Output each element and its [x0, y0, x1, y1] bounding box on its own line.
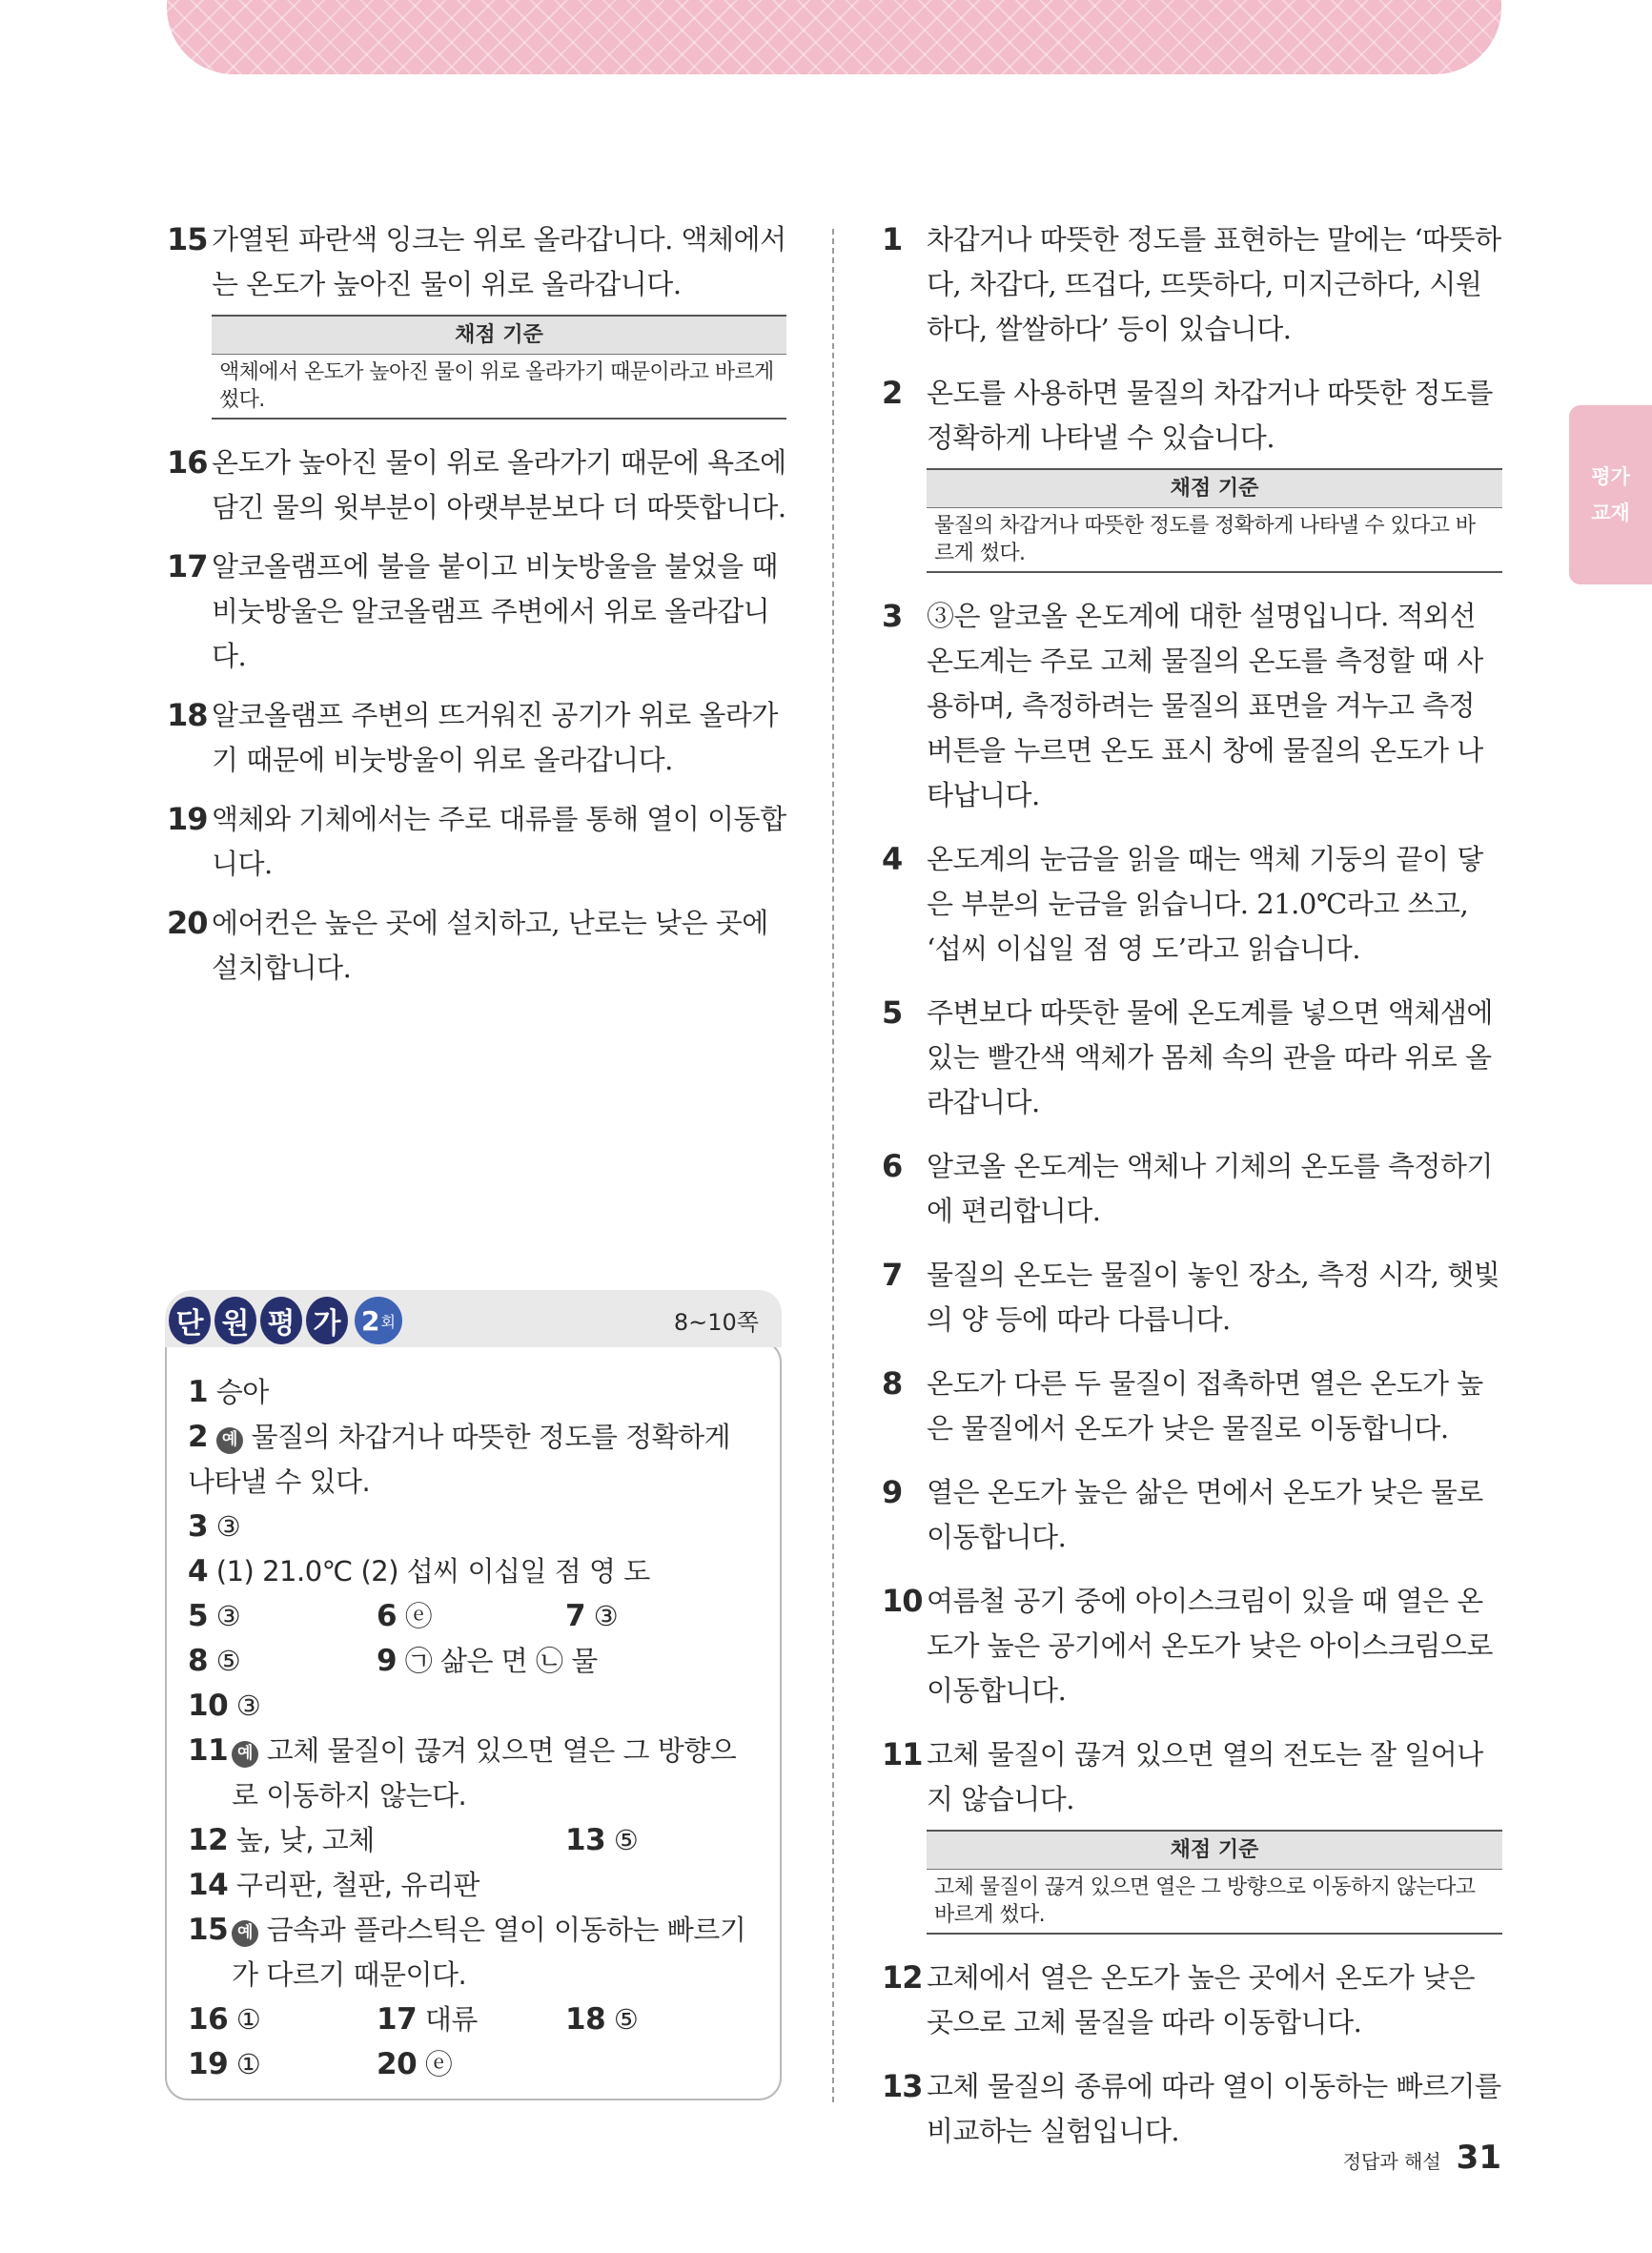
answer-text: 금속과 플라스틱은 열이 이동하는 빠르기가 다르기 때문이다.	[232, 1914, 746, 1991]
answer-item	[565, 1594, 618, 1639]
item-number: 6	[882, 1148, 903, 1184]
title-char: 단	[169, 1297, 211, 1344]
side-tab-evaluation[interactable]	[1569, 405, 1652, 584]
answer-number: 19	[188, 2047, 229, 2081]
answer-row	[188, 1639, 760, 1684]
explanation-item	[879, 1579, 1502, 1713]
criteria-body: 물질의 차갑거나 따뜻한 정도를 정확하게 나타낼 수 있다고 바르게 썼다.	[934, 514, 1476, 565]
answer-item	[188, 1684, 760, 1729]
answer-item	[188, 1908, 760, 1997]
answer-text: ⑤	[215, 1645, 241, 1677]
answer-text: (1) 21.0℃ (2) 섭씨 이십일 점 영 도	[215, 1555, 650, 1587]
item-text: 물질의 온도는 물질이 놓인 장소, 측정 시각, 햇빛의 양 등에 따라 다릅니다.	[927, 1259, 1500, 1336]
item-number: 5	[882, 994, 903, 1031]
item-number: 7	[882, 1257, 903, 1293]
answer-item	[188, 1818, 565, 1863]
answer-item	[188, 1415, 760, 1505]
title-char: 원	[214, 1297, 256, 1344]
answer-text: ⓔ	[424, 2048, 453, 2080]
item-text: 알코올램프에 불을 붙이고 비눗방울을 불었을 때 비눗방울은 알코올램프 주변에서 위로 올라갑니다.	[212, 550, 778, 672]
explanation-item	[879, 371, 1502, 461]
item-number: 1	[882, 221, 903, 257]
answer-text: 고체 물질이 끊겨 있으면 열은 그 방향으로 이동하지 않는다.	[232, 1734, 737, 1812]
item-number: 8	[882, 1365, 903, 1402]
answer-number: 18	[565, 2002, 606, 2037]
criteria-header: 채점 기준	[212, 317, 786, 355]
item-text: 온도가 높아진 물이 위로 올라가기 때문에 욕조에 담긴 물의 윗부분이 아랫부분보다 더 따뜻합니다.	[212, 446, 786, 523]
criteria-body: 고체 물질이 끊겨 있으면 열은 그 방향으로 이동하지 않는다고 바르게 썼다.	[934, 1875, 1476, 1927]
answer-item	[377, 1997, 565, 2042]
answer-number: 4	[188, 1554, 209, 1588]
criteria-header: 채점 기준	[927, 1832, 1502, 1870]
side-tab-label-2: 교재	[1591, 502, 1630, 524]
item-number: 17	[167, 548, 208, 584]
answer-number: 15	[188, 1913, 229, 1947]
answer-text: 대류	[424, 2003, 478, 2036]
answer-item	[188, 1997, 377, 2042]
page-range: 8~10쪽	[673, 1309, 759, 1336]
scoring-criteria	[212, 315, 786, 420]
item-number: 15	[167, 221, 208, 257]
explanation-item	[879, 1144, 1502, 1234]
item-number: 9	[882, 1474, 903, 1510]
answer-item	[188, 1370, 760, 1415]
title-char: 평	[260, 1297, 302, 1344]
item-text: 열은 온도가 높은 삶은 면에서 온도가 낮은 물로 이동합니다.	[927, 1476, 1483, 1553]
answer-text: ①	[235, 2048, 261, 2080]
left-column	[167, 217, 786, 991]
answer-item	[377, 2042, 452, 2087]
page-footer	[1343, 2139, 1501, 2177]
answer-text: ㉠ 삶은 면 ㉡ 물	[404, 1645, 598, 1677]
round-suffix: 회	[380, 1312, 396, 1331]
column-divider	[832, 229, 834, 2102]
item-text: 여름철 공기 중에 아이스크림이 있을 때 열은 온도가 높은 공기에서 온도가 낮은 아이스크림으로 이동합니다.	[927, 1585, 1493, 1707]
item-number: 12	[882, 1959, 923, 1996]
item-number: 18	[167, 697, 208, 733]
item-text: 액체와 기체에서는 주로 대류를 통해 열이 이동합니다.	[212, 803, 786, 880]
explanation-item	[879, 1362, 1502, 1451]
answer-number: 20	[377, 2047, 418, 2081]
side-tab-label-1: 평가	[1591, 465, 1630, 488]
answer-item	[188, 1863, 760, 1908]
answer-number: 5	[188, 1599, 209, 1633]
answer-text: ③	[593, 1600, 619, 1632]
explanation-item	[879, 837, 1502, 972]
answer-number: 10	[188, 1689, 229, 1723]
example-mark-icon: 예	[232, 1920, 258, 1947]
explanation-item	[879, 991, 1502, 1125]
scoring-criteria	[927, 1830, 1502, 1935]
answer-text: ①	[235, 2003, 261, 2036]
title-char: 가	[306, 1297, 348, 1344]
explanation-item	[879, 594, 1502, 818]
answer-text: ⓔ	[404, 1600, 433, 1632]
answer-row	[188, 1594, 760, 1639]
item-text: 차갑거나 따뜻한 정도를 표현하는 말에는 ‘따뜻하다, 차갑다, 뜨겁다, 뜨뜻하다, 미지근하다, 시원하다, 쌀쌀하다’ 등이 있습니다.	[927, 223, 1501, 345]
round-badge	[355, 1297, 402, 1344]
item-text: 가열된 파란색 잉크는 위로 올라갑니다. 액체에서는 온도가 높아진 물이 위로 올라갑니다.	[212, 223, 786, 300]
answer-text: ③	[215, 1510, 241, 1543]
explanation-item	[167, 901, 786, 991]
criteria-header: 채점 기준	[927, 470, 1502, 508]
answer-number: 6	[377, 1599, 398, 1633]
criteria-body: 액체에서 온도가 높아진 물이 위로 올라가기 때문이라고 바르게 썼다.	[219, 360, 774, 412]
example-mark-icon: 예	[232, 1741, 258, 1768]
item-number: 2	[882, 375, 903, 411]
unit-evaluation-box	[165, 1290, 782, 2100]
answer-number: 17	[377, 2002, 418, 2037]
item-text: 온도계의 눈금을 읽을 때는 액체 기둥의 끝이 닿은 부분의 눈금을 읽습니다. 21.0℃라고 쓰고, ‘섭씨 이십일 점 영 도’라고 읽습니다.	[927, 843, 1483, 965]
answer-text: ③	[215, 1600, 241, 1632]
explanation-item	[167, 544, 786, 679]
answer-number: 16	[188, 2002, 229, 2037]
answer-item	[188, 2042, 377, 2087]
answer-number: 14	[188, 1868, 229, 1902]
item-text: 고체에서 열은 온도가 높은 곳에서 온도가 낮은 곳으로 고체 물질을 따라 이동합니다.	[927, 1961, 1476, 2038]
answer-item	[565, 1997, 638, 2042]
explanation-item	[167, 440, 786, 530]
round-number: 2	[361, 1304, 380, 1337]
item-text: 고체 물질이 끊겨 있으면 열의 전도는 잘 일어나지 않습니다.	[927, 1738, 1483, 1815]
unit-evaluation-body	[165, 1340, 782, 2100]
answer-number: 2	[188, 1420, 209, 1454]
top-banner	[167, 0, 1501, 74]
answer-row	[188, 2042, 760, 2087]
explanation-item	[879, 1732, 1502, 1822]
answer-number: 9	[377, 1644, 398, 1678]
example-mark-icon: 예	[216, 1427, 243, 1454]
explanation-item	[879, 1956, 1502, 2045]
explanation-item	[167, 693, 786, 783]
answer-row	[188, 1997, 760, 2042]
item-text: 온도가 다른 두 물질이 접촉하면 열은 온도가 높은 물질에서 온도가 낮은 물질로 이동합니다.	[927, 1367, 1483, 1444]
item-number: 13	[882, 2068, 923, 2104]
answer-item	[188, 1549, 760, 1594]
answer-number: 13	[565, 1823, 606, 1857]
answer-number: 1	[188, 1375, 209, 1409]
answer-text: 구리판, 철판, 유리판	[235, 1869, 479, 1901]
answer-text: 승아	[215, 1376, 269, 1408]
item-text: 주변보다 따뜻한 물에 온도계를 넣으면 액체샘에 있는 빨간색 액체가 몸체 속의 관을 따라 위로 올라갑니다.	[927, 996, 1493, 1118]
answer-number: 7	[565, 1599, 586, 1633]
answer-text: ⑤	[613, 1824, 639, 1856]
page-number: 31	[1456, 2139, 1501, 2177]
item-text: 에어컨은 높은 곳에 설치하고, 난로는 낮은 곳에 설치합니다.	[212, 907, 768, 984]
right-column	[879, 217, 1502, 2154]
answer-text: ③	[235, 1690, 261, 1722]
answer-item	[565, 1818, 638, 1863]
answer-text: 높, 낮, 고체	[235, 1824, 375, 1856]
explanation-item	[167, 217, 786, 307]
item-text: 온도를 사용하면 물질의 차갑거나 따뜻한 정도를 정확하게 나타낼 수 있습니다.	[927, 377, 1493, 454]
answer-number: 11	[188, 1733, 229, 1768]
answer-item	[377, 1639, 598, 1684]
item-number: 20	[167, 905, 208, 941]
answer-list	[188, 1370, 760, 2087]
item-number: 10	[882, 1583, 923, 1619]
answer-item	[377, 1594, 565, 1639]
scoring-criteria	[927, 468, 1502, 573]
item-number: 11	[882, 1736, 923, 1772]
answer-text: 물질의 차갑거나 따뜻한 정도를 정확하게 나타낼 수 있다.	[188, 1421, 731, 1498]
item-text: 알코올 온도계는 액체나 기체의 온도를 측정하기에 편리합니다.	[927, 1150, 1493, 1227]
explanation-item	[879, 217, 1502, 352]
unit-evaluation-title	[169, 1294, 402, 1347]
explanation-item	[167, 797, 786, 887]
answer-number: 8	[188, 1644, 209, 1678]
item-text: 고체 물질의 종류에 따라 열이 이동하는 빠르기를 비교하는 실험입니다.	[927, 2070, 1501, 2147]
answer-number: 3	[188, 1509, 209, 1544]
answer-number: 12	[188, 1823, 229, 1857]
footer-label: 정답과 해설	[1342, 2150, 1441, 2173]
item-number: 19	[167, 801, 208, 837]
answer-item	[188, 1505, 760, 1549]
explanation-item	[879, 1253, 1502, 1342]
item-text: ③은 알코올 온도계에 대한 설명입니다. 적외선 온도계는 주로 고체 물질의 온도를 측정할 때 사용하며, 측정하려는 물질의 표면을 겨누고 측정 버튼을 누르면 온도 표시 창에 물질의 온도가 나타납니다.	[927, 600, 1483, 811]
explanation-item	[879, 1470, 1502, 1560]
answer-item	[188, 1594, 377, 1639]
answer-item	[188, 1639, 377, 1684]
item-number: 3	[882, 598, 903, 634]
answer-row	[188, 1818, 760, 1863]
item-number: 16	[167, 444, 208, 481]
item-number: 4	[882, 841, 903, 877]
item-text: 알코올램프 주변의 뜨거워진 공기가 위로 올라가기 때문에 비눗방울이 위로 올라갑니다.	[212, 699, 778, 776]
answer-item	[188, 1729, 760, 1818]
answer-text: ⑤	[613, 2003, 639, 2036]
unit-evaluation-header	[165, 1290, 782, 1347]
